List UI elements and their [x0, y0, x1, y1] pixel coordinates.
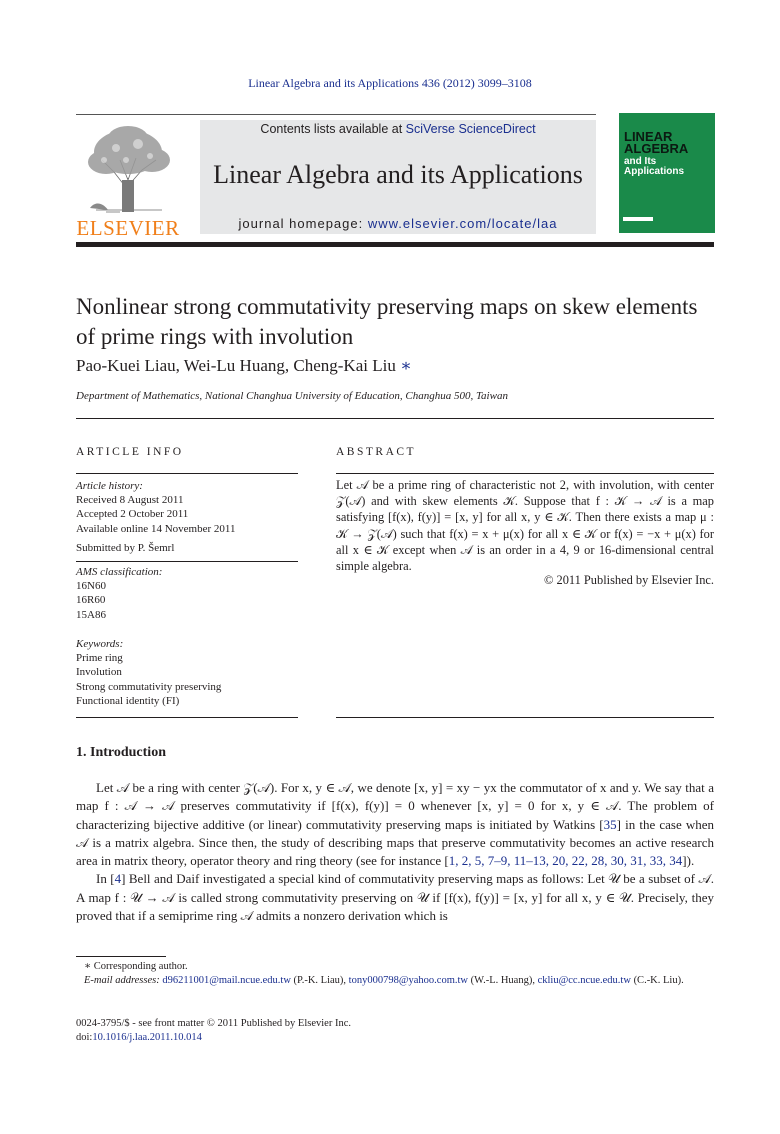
- email-owner: (P.-K. Liau),: [293, 975, 347, 987]
- abstract-heading: ABSTRACT: [336, 446, 417, 458]
- front-matter: [76, 1017, 714, 1046]
- abstract-text: Let 𝒜 be a prime ring of characteristic not 2, with involution, with center 𝒵(𝒜) and with skew elements 𝒦. Suppose that f : 𝒦 → 𝒜 is a map satisfying [f(x), f(y)] = [x, y] for all x, y ∈ 𝒦. Then there exists a map μ : 𝒦 → 𝒵(𝒜) such that f(x) = x + μ(x) for all x ∈ 𝒦 or f(x) = −x + μ(x) for all x ∈ 𝒦 except when 𝒜 is an order in a 4, 9 or 16-dimensional central simple algebra.: [336, 478, 714, 574]
- corresponding-author-mark[interactable]: ∗: [400, 356, 412, 375]
- journal-citation[interactable]: Linear Algebra and its Applications 436 (2012) 3099–3108: [248, 76, 532, 90]
- homepage-link[interactable]: www.elsevier.com/locate/laa: [367, 216, 558, 231]
- paragraph: [76, 779, 714, 870]
- divider: [76, 473, 298, 474]
- cover-title: LINEAR ALGEBRA: [624, 129, 689, 156]
- divider: [336, 717, 714, 718]
- citation-link[interactable]: 35: [603, 816, 617, 832]
- issn-line: 0024-3795/$ - see front matter © 2011 Published by Elsevier Inc.: [76, 1018, 351, 1029]
- citation-link[interactable]: 4: [114, 871, 122, 887]
- abstract-copyright: © 2011 Published by Elsevier Inc.: [543, 573, 714, 587]
- doi-link[interactable]: 10.1016/j.laa.2011.10.014: [92, 1032, 202, 1044]
- divider: [76, 717, 298, 718]
- affiliation: Department of Mathematics, National Changhua University of Education, Changhua 500, Taiwan: [76, 390, 508, 402]
- history-item: Accepted 2 October 2011: [76, 508, 189, 521]
- ams-code: 16N60: [76, 580, 106, 593]
- divider: [76, 561, 298, 562]
- email-link[interactable]: tony000798@yahoo.com.tw: [348, 975, 468, 987]
- paper-title: Nonlinear strong commutativity preserving maps on skew elements of prime rings with involution: [76, 294, 698, 349]
- keywords: [76, 637, 298, 708]
- citation-link[interactable]: 1, 2, 5, 7–9, 11–13, 20, 22, 28, 30, 31, 33, 34: [448, 853, 683, 869]
- history-label: Article history:: [76, 480, 143, 492]
- ams-code: 16R60: [76, 594, 106, 607]
- journal-homepage: [200, 216, 596, 231]
- text-run: In [: [96, 871, 115, 887]
- article-history: [76, 479, 298, 536]
- email-owner: (C.-K. Liu).: [633, 975, 684, 987]
- cover-strip: [623, 217, 653, 221]
- homepage-prefix: journal homepage:: [238, 216, 368, 231]
- publisher-logo-text: ELSEVIER: [76, 216, 180, 240]
- paragraph: [76, 870, 714, 925]
- journal-cover: [619, 113, 715, 233]
- publisher-logo: [76, 120, 180, 238]
- cover-subtitle: and Its Applications: [624, 156, 685, 177]
- email-owner: (W.-L. Huang),: [470, 975, 535, 987]
- article-info-heading: ARTICLE INFO: [76, 446, 184, 458]
- submitted-by: Submitted by P. Šemrl: [76, 542, 175, 554]
- keyword: Strong commutativity preserving: [76, 680, 222, 693]
- masthead-thick-rule: [76, 242, 714, 247]
- ams-label: AMS classification:: [76, 566, 163, 578]
- body-text: [76, 779, 714, 925]
- ams-code: 15A86: [76, 608, 106, 621]
- text-run: ] Bell and Daif investigated a special kind of commutativity preserving maps as follows: Let 𝒰 be a subset of 𝒜. A map f : 𝒰 → 𝒜 is called strong commutativity preserving on 𝒰 if [f(x), f(y)] = [x, y] for all x, y ∈ 𝒰. Precisely, they proved that if a semiprime ring 𝒜 admits a nonzero derivation which is: [76, 871, 714, 924]
- footnote-mark: ∗: [84, 961, 92, 972]
- history-item: Available online 14 November 2011: [76, 522, 236, 535]
- masthead-rule: [76, 114, 596, 115]
- sciencedirect-link[interactable]: SciVerse ScienceDirect: [405, 122, 536, 136]
- footnote-emails: [76, 974, 714, 988]
- text-run: ]).: [682, 853, 695, 869]
- divider: [336, 473, 714, 474]
- email-label: E-mail addresses:: [84, 975, 160, 987]
- authors-text: Pao-Kuei Liau, Wei-Lu Huang, Cheng-Kai Liu: [76, 356, 396, 375]
- author-list: [76, 356, 716, 376]
- contents-prefix: Contents lists available at: [260, 122, 406, 136]
- keyword: Functional identity (FI): [76, 694, 180, 707]
- history-item: Received 8 August 2011: [76, 494, 184, 507]
- keywords-label: Keywords:: [76, 638, 124, 650]
- section-heading: 1. Introduction: [76, 745, 166, 760]
- text-run: Let 𝒜 be a ring with center 𝒵(𝒜). For x, y ∈ 𝒜, we denote [x, y] = xy − yx the commutator of x and y. We say that a map f : 𝒜 → 𝒜 preserves commutativity if [f(x), f(y)] = 0 whenever [x, y] = 0 for x, y ∈ 𝒜. The problem of characterizing bijective additive (or linear) commutativity preserving maps is initiated by Watkins [: [76, 780, 714, 832]
- footnote-corresponding: [76, 960, 714, 974]
- divider: [76, 418, 714, 419]
- keyword: Prime ring: [76, 652, 123, 665]
- email-link[interactable]: d96211001@mail.ncue.edu.tw: [162, 975, 291, 987]
- journal-name: Linear Algebra and its Applications: [213, 160, 583, 189]
- footnote-text: Corresponding author.: [93, 961, 188, 972]
- footnote-rule: [76, 956, 166, 957]
- doi-line: [76, 1031, 714, 1045]
- footnotes: [76, 960, 714, 989]
- doi-label: doi:: [76, 1032, 93, 1044]
- text-run: ] in the case when 𝒜 is a matrix algebra. Since then, the study of describing maps that preserve commutativity becomes an active research area in matrix theory, operator theory and ring theory (see for instance [: [76, 816, 714, 869]
- keyword: Involution: [76, 666, 122, 679]
- email-link[interactable]: ckliu@cc.ncue.edu.tw: [537, 975, 631, 987]
- contents-line: [200, 122, 596, 136]
- ams-classification: [76, 565, 298, 622]
